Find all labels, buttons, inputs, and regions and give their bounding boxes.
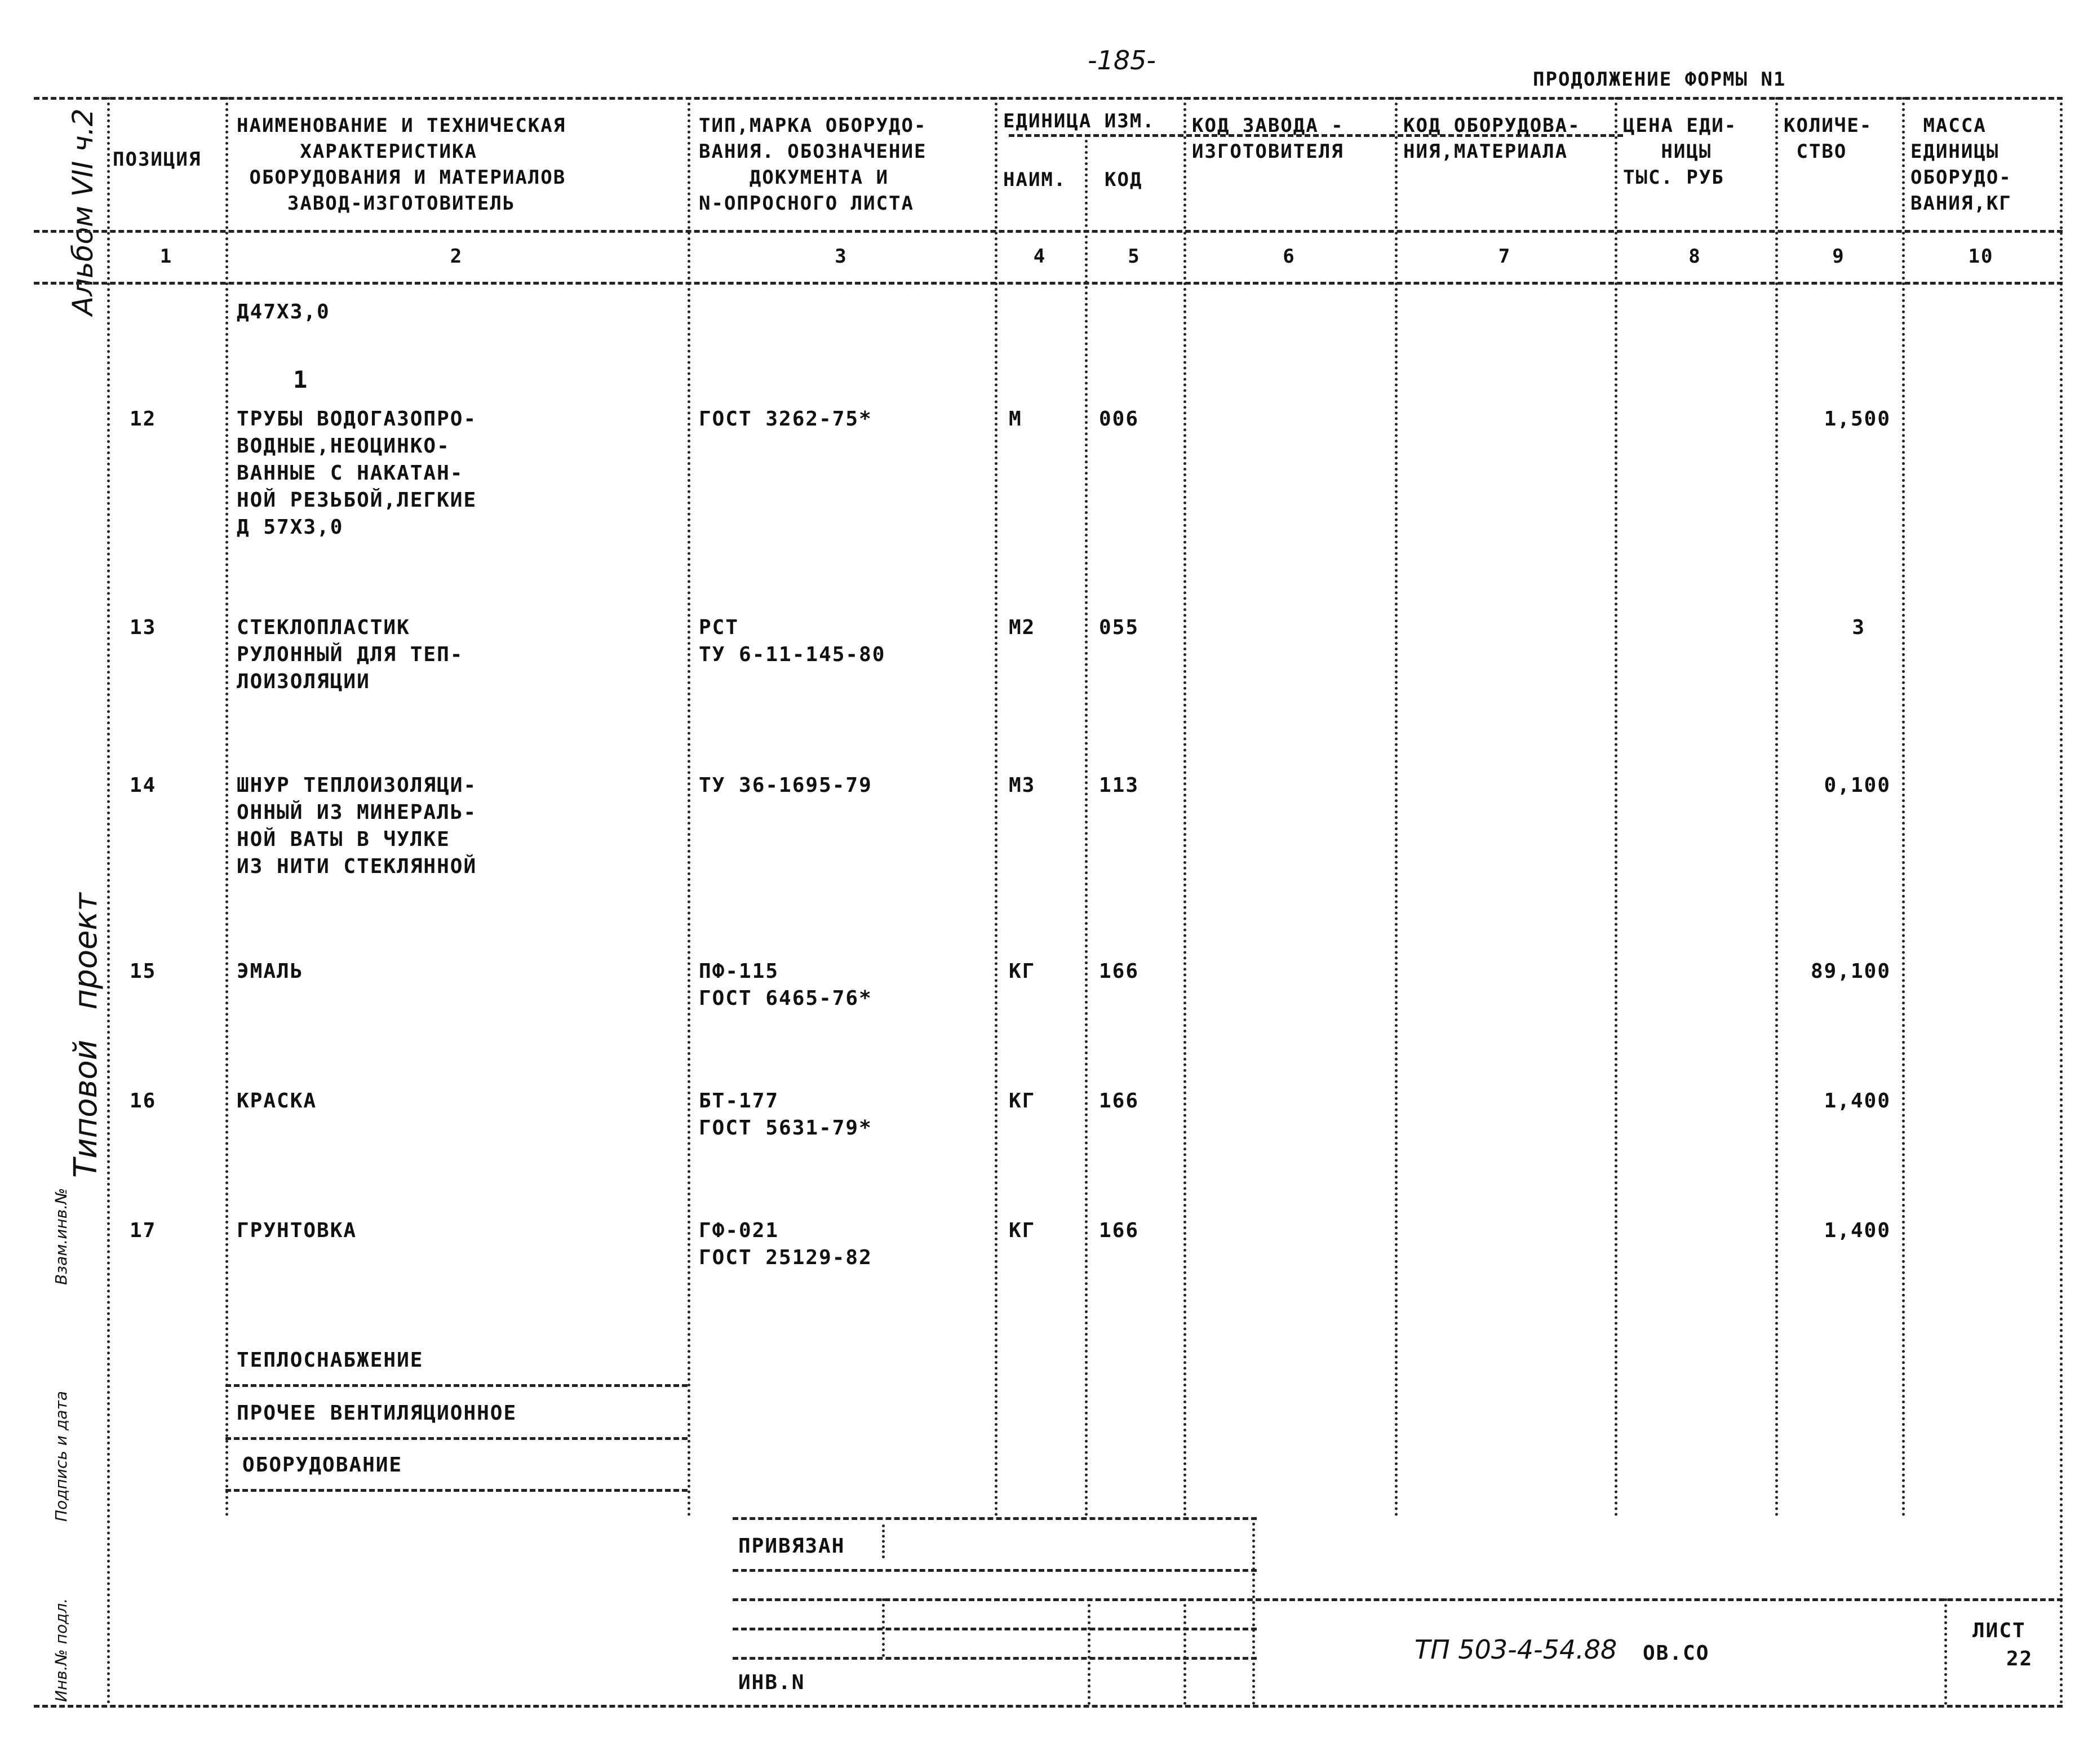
row-14-code: 113 xyxy=(1099,774,1140,797)
header-eq-code: КОД ОБОРУДОВА- НИЯ,МАТЕРИАЛА xyxy=(1403,114,1581,163)
album-label: Альбом VII ч.2 xyxy=(66,108,99,316)
col-sep-2 xyxy=(225,97,228,1517)
col-sep-6 xyxy=(1183,97,1186,1517)
stamp-inv: ИНВ.N xyxy=(738,1671,805,1694)
colnum-8: 8 xyxy=(1688,245,1701,268)
project-label: Типовой проект xyxy=(68,893,104,1178)
header-unit-name: НАИМ. xyxy=(1003,169,1067,191)
doc-number-handwritten: ТП 503-4-54.88 xyxy=(1415,1634,1617,1665)
row-13-code: 055 xyxy=(1099,616,1140,639)
stamp-rule-top xyxy=(733,1517,1257,1520)
stamp-grid-v3 xyxy=(1183,1598,1186,1705)
header-name: НАИМЕНОВАНИЕ И ТЕХНИЧЕСКАЯ ХАРАКТЕРИСТИКА ОБОРУДОВАНИЯ И МАТЕРИАЛОВ ЗАВОД-ИЗГОТОВИТЕЛЬ xyxy=(237,114,566,215)
row-13-name: СТЕКЛОПЛАСТИК РУЛОННЫЙ ДЛЯ ТЕП- ЛОИЗОЛЯЦИИ xyxy=(237,616,464,693)
row-15-type: ПФ-115 ГОСТ 6465-76* xyxy=(699,960,872,1010)
row-14-type: ТУ 36-1695-79 xyxy=(699,774,872,797)
stamp-rule-5 xyxy=(733,1657,1257,1660)
stamp-signature-date: Подпись и дата xyxy=(52,1391,70,1522)
col-sep-4 xyxy=(995,97,997,1517)
stamp-attached: ПРИВЯЗАН xyxy=(738,1535,845,1558)
row-13-pos: 13 xyxy=(130,616,157,639)
row-17-pos: 17 xyxy=(130,1219,157,1242)
col-sep-10 xyxy=(1902,97,1905,1517)
row-16-unit: КГ xyxy=(1009,1089,1036,1113)
row-14-unit: М3 xyxy=(1009,774,1036,797)
row-12-pos: 12 xyxy=(130,407,157,431)
row-15-pos: 15 xyxy=(130,960,157,983)
header-unit-code: КОД xyxy=(1105,169,1143,191)
row-13-qty: 3 xyxy=(1852,616,1865,639)
col-sep-3 xyxy=(688,97,690,1517)
col-sep-9 xyxy=(1775,97,1778,1517)
row-16-name: КРАСКА xyxy=(237,1089,317,1113)
header-type: ТИП,МАРКА ОБОРУДО- ВАНИЯ. ОБОЗНАЧЕНИЕ ДОКУМЕНТА И N-ОПРОСНОГО ЛИСТА xyxy=(699,114,927,215)
row-16-pos: 16 xyxy=(130,1089,157,1113)
col-sep-5 xyxy=(1085,134,1088,1517)
section-heating: ТЕПЛОСНАБЖЕНИЕ xyxy=(237,1349,424,1372)
row-12-code: 006 xyxy=(1099,407,1140,431)
colnum-7: 7 xyxy=(1498,245,1511,268)
row-17-code: 166 xyxy=(1099,1219,1140,1242)
row-12-unit: М xyxy=(1009,407,1022,431)
doc-number-suffix: ОВ.СО xyxy=(1643,1642,1710,1665)
row-17-qty: 1,400 xyxy=(1824,1219,1891,1242)
colnum-5: 5 xyxy=(1128,245,1141,268)
rule-colnum-bottom xyxy=(34,282,2063,285)
sheet-label: ЛИСТ xyxy=(1972,1619,2026,1642)
stamp-replace-inv: Взам.инв.№ xyxy=(52,1187,70,1285)
section-rule-3 xyxy=(225,1489,688,1492)
colnum-6: 6 xyxy=(1283,245,1296,268)
stamp-rule-4 xyxy=(733,1628,1257,1630)
stamp-grid-v2 xyxy=(1088,1598,1090,1705)
sheet-number: 22 xyxy=(2006,1647,2033,1670)
header-unit: ЕДИНИЦА ИЗМ. xyxy=(1003,110,1155,132)
margin-mark: 1 xyxy=(293,366,309,393)
colnum-2: 2 xyxy=(450,245,463,268)
row-13-unit: М2 xyxy=(1009,616,1036,639)
row-17-name: ГРУНТОВКА xyxy=(237,1219,357,1242)
colnum-4: 4 xyxy=(1033,245,1047,268)
rule-bottom xyxy=(34,1705,2063,1708)
continuation-title: ПРОДОЛЖЕНИЕ ФОРМЫ N1 xyxy=(1533,68,1786,91)
section-rule-2 xyxy=(225,1437,688,1440)
row-14-pos: 14 xyxy=(130,774,157,797)
stamp-rule-2 xyxy=(733,1569,1257,1572)
stamp-right-edge xyxy=(1252,1517,1255,1705)
header-factory: КОД ЗАВОДА - ИЗГОТОВИТЕЛЯ xyxy=(1192,114,1344,163)
carry-line: Д47Х3,0 xyxy=(237,300,330,323)
col-sep-1 xyxy=(107,97,110,1705)
row-14-qty: 0,100 xyxy=(1824,774,1891,797)
rule-top xyxy=(34,97,2063,100)
row-12-name: ТРУБЫ ВОДОГАЗОПРО- ВОДНЫЕ,НЕОЦИНКО- ВАННЫЕ С НАКАТАН- НОЙ РЕЗЬБОЙ,ЛЕГКИЕ Д 57Х3,0 xyxy=(237,407,477,539)
stamp-rule-3 xyxy=(733,1598,2063,1601)
sheet-box-left xyxy=(1944,1598,1947,1705)
row-12-type: ГОСТ 3262-75* xyxy=(699,407,872,431)
row-17-unit: КГ xyxy=(1009,1219,1036,1242)
row-14-name: ШНУР ТЕПЛОИЗОЛЯЦИ- ОННЫЙ ИЗ МИНЕРАЛЬ- НОЙ ВАТЫ В ЧУЛКЕ ИЗ НИТИ СТЕКЛЯННОЙ xyxy=(237,774,477,878)
row-15-qty: 89,100 xyxy=(1810,960,1891,983)
colnum-1: 1 xyxy=(159,245,173,268)
col-sep-right xyxy=(2060,97,2063,1705)
header-price: ЦЕНА ЕДИ- НИЦЫ ТЫС. РУБ xyxy=(1623,114,1737,189)
rule-header-bottom xyxy=(34,230,2063,233)
stamp-attached-sep xyxy=(882,1524,885,1558)
header-mass: МАССА ЕДИНИЦЫ ОБОРУДО- ВАНИЯ,КГ xyxy=(1910,114,2012,215)
row-16-code: 166 xyxy=(1099,1089,1140,1113)
row-16-type: БТ-177 ГОСТ 5631-79* xyxy=(699,1089,872,1140)
colnum-9: 9 xyxy=(1832,245,1845,268)
stamp-orig-inv: Инв.№ подл. xyxy=(52,1598,70,1702)
header-pos: ПОЗИЦИЯ xyxy=(113,148,202,171)
section-rule-1 xyxy=(225,1384,688,1387)
row-16-qty: 1,400 xyxy=(1824,1089,1891,1113)
row-15-code: 166 xyxy=(1099,960,1140,983)
colnum-10: 10 xyxy=(1968,245,1994,268)
row-15-name: ЭМАЛЬ xyxy=(237,960,304,983)
header-qty: КОЛИЧЕ- СТВО xyxy=(1784,114,1873,163)
col-sep-7 xyxy=(1395,97,1398,1517)
col-sep-8 xyxy=(1615,97,1617,1517)
row-13-type: РСТ ТУ 6-11-145-80 xyxy=(699,616,886,666)
colnum-3: 3 xyxy=(835,245,848,268)
row-17-type: ГФ-021 ГОСТ 25129-82 xyxy=(699,1219,872,1269)
section-equipment: ОБОРУДОВАНИЕ xyxy=(242,1453,403,1477)
stamp-grid-v1 xyxy=(882,1598,885,1657)
page-number: -185- xyxy=(1088,45,1156,76)
section-ventilation: ПРОЧЕЕ ВЕНТИЛЯЦИОННОЕ xyxy=(237,1402,517,1425)
row-15-unit: КГ xyxy=(1009,960,1036,983)
row-12-qty: 1,500 xyxy=(1824,407,1891,431)
